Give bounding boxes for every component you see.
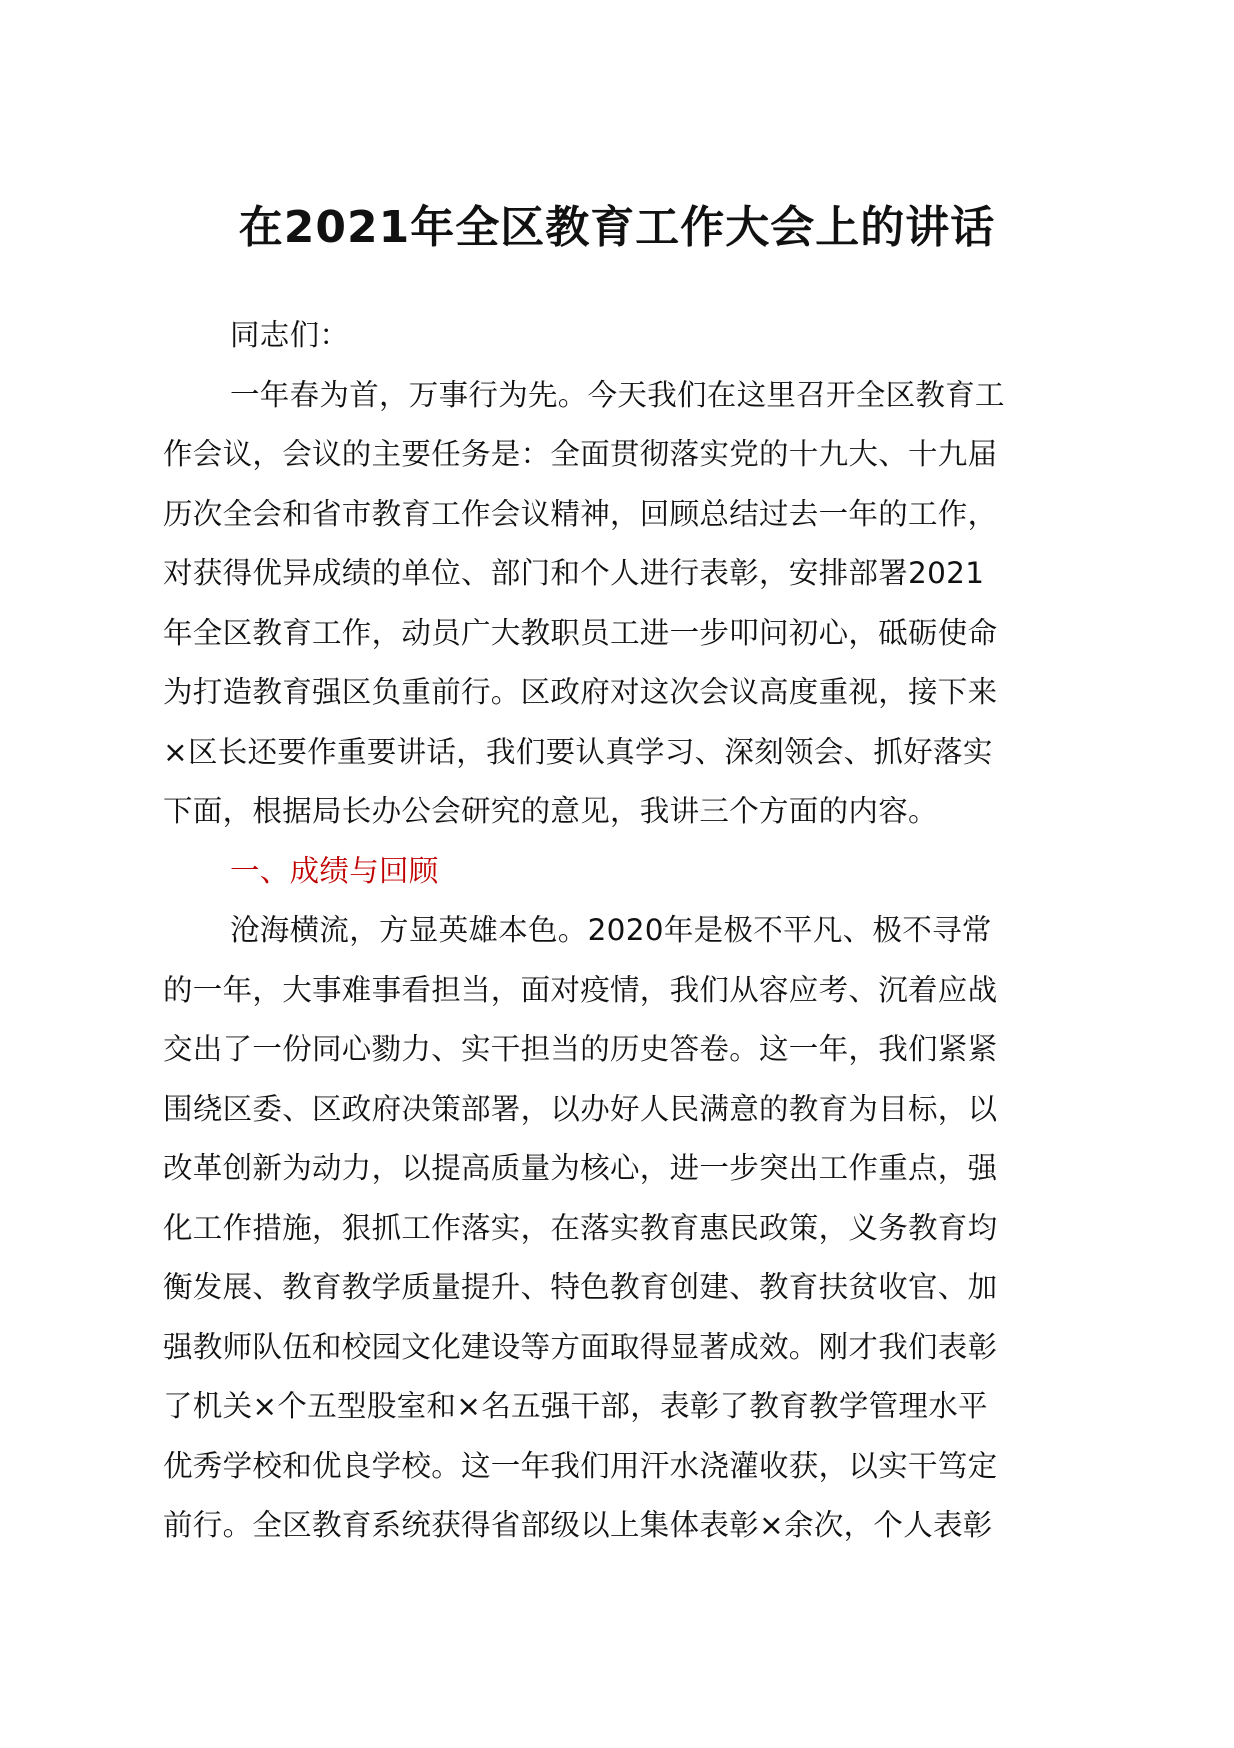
paragraph-line: 围绕区委、区政府决策部署，以办好人民满意的教育为目标，以 [163, 1091, 998, 1126]
paragraph-line: 交出了一份同心勠力、实干担当的历史答卷。这一年，我们紧紧 [163, 1032, 998, 1066]
paragraph-line: 优秀学校和优良学校。这一年我们用汗水浇灌收获，以实干笃定 [163, 1448, 998, 1483]
paragraph-line: 对获得优异成绩的单位、部门和个人进行表彰，安排部署2021 [163, 556, 985, 590]
paragraph-line: 了机关×个五型股室和×名五强干部，表彰了教育教学管理水平 [163, 1389, 988, 1423]
paragraph-line: 一年春为首，万事行为先。今天我们在这里召开全区教育工 [230, 377, 1005, 412]
paragraph-line: ×区长还要作重要讲话，我们要认真学习、深刻领会、抓好落实 [163, 734, 993, 769]
paragraph-line: 的一年，大事难事看担当，面对疫情，我们从容应考、沉着应战 [163, 972, 998, 1007]
document-body [163, 306, 1103, 1556]
paragraph-line: 沧海横流，方显英雄本色。2020年是极不平凡、极不寻常 [230, 913, 992, 947]
paragraph-line: 化工作措施，狠抓工作落实，在落实教育惠民政策，义务教育均 [163, 1210, 998, 1245]
paragraph-line: 衡发展、教育教学质量提升、特色教育创建、教育扶贫收官、加 [163, 1270, 998, 1304]
document-title: 在2021年全区教育工作大会上的讲话 [238, 202, 996, 253]
paragraph-line: 下面，根据局长办公会研究的意见，我讲三个方面的内容。 [163, 794, 938, 828]
paragraph-line: 历次全会和省市教育工作会议精神，回顾总结过去一年的工作， [163, 496, 998, 531]
section-heading: 一、成绩与回顾 [230, 853, 439, 888]
paragraph-line: 为打造教育强区负重前行。区政府对这次会议高度重视，接下来 [163, 675, 998, 709]
salutation-line: 同志们： [230, 318, 350, 352]
paragraph-line: 改革创新为动力，以提高质量为核心，进一步突出工作重点，强 [163, 1151, 998, 1185]
paragraph-line: 强教师队伍和校园文化建设等方面取得显著成效。刚才我们表彰 [163, 1329, 998, 1364]
paragraph-line: 前行。全区教育系统获得省部级以上集体表彰×余次，个人表彰 [163, 1508, 993, 1542]
paragraph-line: 年全区教育工作，动员广大教职员工进一步叩问初心，砥砺使命 [163, 615, 998, 650]
paragraph-line: 作会议，会议的主要任务是：全面贯彻落实党的十九大、十九届 [163, 437, 998, 471]
